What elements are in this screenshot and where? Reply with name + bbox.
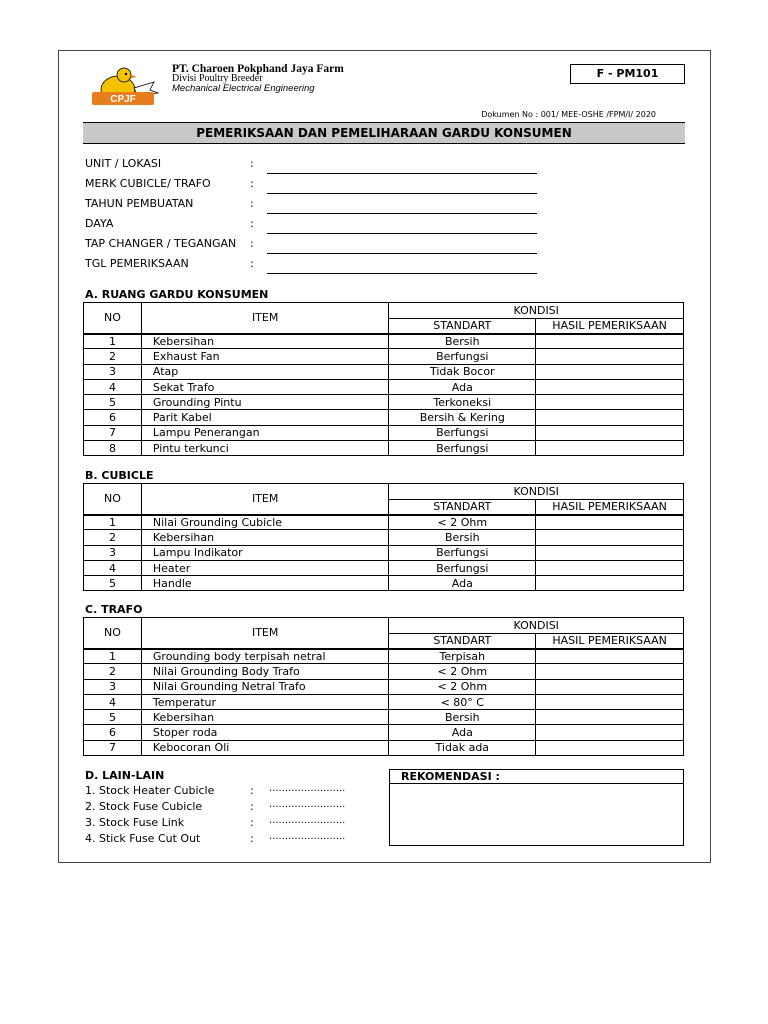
row-hasil-input[interactable] [536,740,684,755]
header-item: ITEM [141,484,389,515]
table-row [84,530,684,545]
row-item: Nilai Grounding Netral Trafo [141,679,389,694]
row-item: Kebersihan [141,530,389,545]
row-standart: < 2 Ohm [389,515,536,530]
field-input-line[interactable] [267,213,537,214]
section-title: B. CUBICLE [85,469,154,482]
field-label: TAP CHANGER / TEGANGAN [85,237,237,250]
lain-colon: : [250,800,254,813]
row-no: 8 [84,441,142,456]
table-row [84,560,684,575]
row-no: 3 [84,679,142,694]
row-no: 1 [84,515,142,530]
row-standart: Terpisah [389,649,536,664]
row-no: 1 [84,334,142,349]
row-item: Handle [141,576,389,591]
table-row [84,664,684,679]
header-no: NO [84,618,142,649]
row-hasil-input[interactable] [536,515,684,530]
table-row [84,725,684,740]
field-colon: : [250,217,254,230]
row-item: Heater [141,560,389,575]
lain-blank[interactable]: ........................ [269,783,346,794]
row-no: 6 [84,410,142,425]
row-item: Lampu Indikator [141,545,389,560]
field-label: DAYA [85,217,114,230]
table-row [84,740,684,755]
table-row [84,410,684,425]
row-hasil-input[interactable] [536,410,684,425]
header-hasil: HASIL PEMERIKSAAN [536,318,684,334]
row-no: 3 [84,545,142,560]
row-item: Grounding Pintu [141,395,389,410]
table-row [84,710,684,725]
table-row [84,694,684,709]
row-item: Nilai Grounding Body Trafo [141,664,389,679]
row-item: Kebersihan [141,710,389,725]
row-hasil-input[interactable] [536,395,684,410]
row-standart: Bersih & Kering [389,410,536,425]
form-code: F - PM101 [570,64,685,84]
field-colon: : [250,197,254,210]
row-hasil-input[interactable] [536,710,684,725]
department-name: Mechanical Electrical Engineering [172,83,315,94]
row-hasil-input[interactable] [536,349,684,364]
lain-blank[interactable]: ........................ [269,815,346,826]
row-no: 4 [84,694,142,709]
company-logo [88,60,168,108]
row-no: 3 [84,364,142,379]
row-no: 2 [84,349,142,364]
row-standart: Berfungsi [389,560,536,575]
row-hasil-input[interactable] [536,725,684,740]
header-kondisi: KONDISI [389,484,684,500]
table-row [84,395,684,410]
field-colon: : [250,257,254,270]
field-input-line[interactable] [267,173,537,174]
row-no: 4 [84,379,142,394]
header-standart: STANDART [389,318,536,334]
lain-blank[interactable]: ........................ [269,799,346,810]
row-standart: Bersih [389,334,536,349]
table-row [84,679,684,694]
recommendation-box[interactable] [389,769,684,846]
field-label: TAHUN PEMBUATAN [85,197,194,210]
header-standart: STANDART [389,499,536,515]
row-no: 5 [84,710,142,725]
row-no: 2 [84,664,142,679]
row-item: Pintu terkunci [141,441,389,456]
row-standart: Ada [389,576,536,591]
field-label: MERK CUBICLE/ TRAFO [85,177,211,190]
row-item: Parit Kabel [141,410,389,425]
lain-colon: : [250,816,254,829]
row-item: Temperatur [141,694,389,709]
field-colon: : [250,177,254,190]
table-row [84,364,684,379]
row-standart: < 2 Ohm [389,664,536,679]
row-no: 5 [84,395,142,410]
row-item: Lampu Penerangan [141,425,389,440]
row-no: 7 [84,425,142,440]
row-standart: < 80° C [389,694,536,709]
row-item: Sekat Trafo [141,379,389,394]
row-hasil-input[interactable] [536,664,684,679]
document-number: Dokumen No : 001/ MEE-OSHE /FPM/I/ 2020 [481,110,656,119]
header-no: NO [84,303,142,334]
company-name: PT. Charoen Pokphand Jaya Farm [172,63,344,75]
header-hasil: HASIL PEMERIKSAAN [536,633,684,649]
row-item: Kebocoran Oli [141,740,389,755]
row-hasil-input[interactable] [536,334,684,349]
row-item: Kebersihan [141,334,389,349]
row-standart: Tidak ada [389,740,536,755]
header-item: ITEM [141,618,389,649]
table-row [84,545,684,560]
row-hasil-input[interactable] [536,425,684,440]
row-item: Stoper roda [141,725,389,740]
row-standart: Tidak Bocor [389,364,536,379]
row-hasil-input[interactable] [536,530,684,545]
recommendation-label: REKOMENDASI : [390,770,683,784]
lain-item-label: 4. Stick Fuse Cut Out [85,832,201,845]
table-row [84,515,684,530]
section-title: C. TRAFO [85,603,143,616]
field-input-line[interactable] [267,193,537,194]
table-row [84,576,684,591]
inspection-table [83,302,684,456]
table-row [84,379,684,394]
inspection-table [83,483,684,591]
header-kondisi: KONDISI [389,618,684,634]
lain-colon: : [250,832,254,845]
field-colon: : [250,237,254,250]
field-input-line[interactable] [267,233,537,234]
row-item: Grounding body terpisah netral [141,649,389,664]
row-no: 7 [84,740,142,755]
field-label: TGL PEMERIKSAAN [85,257,189,270]
row-no: 5 [84,576,142,591]
svg-text:CPJF: CPJF [110,94,136,105]
row-standart: Berfungsi [389,349,536,364]
field-input-line[interactable] [267,273,537,274]
row-hasil-input[interactable] [536,649,684,664]
lain-colon: : [250,784,254,797]
row-hasil-input[interactable] [536,576,684,591]
row-standart: Terkoneksi [389,395,536,410]
table-row [84,425,684,440]
row-hasil-input[interactable] [536,694,684,709]
row-no: 2 [84,530,142,545]
row-hasil-input[interactable] [536,545,684,560]
lain-blank[interactable]: ........................ [269,831,346,842]
row-standart: Berfungsi [389,425,536,440]
inspection-table [83,617,684,756]
row-item: Exhaust Fan [141,349,389,364]
row-hasil-input[interactable] [536,560,684,575]
lain-item-label: 1. Stock Heater Cubicle [85,784,215,797]
field-label: UNIT / LOKASI [85,157,162,170]
table-row [84,441,684,456]
section-title: A. RUANG GARDU KONSUMEN [85,288,269,301]
header-kondisi: KONDISI [389,303,684,319]
row-standart: Ada [389,725,536,740]
header-standart: STANDART [389,633,536,649]
row-standart: < 2 Ohm [389,679,536,694]
row-no: 4 [84,560,142,575]
page-title: PEMERIKSAAN DAN PEMELIHARAAN GARDU KONSUMEN [83,122,685,144]
table-row [84,649,684,664]
field-colon: : [250,157,254,170]
row-hasil-input[interactable] [536,364,684,379]
header-hasil: HASIL PEMERIKSAAN [536,499,684,515]
header-item: ITEM [141,303,389,334]
table-row [84,334,684,349]
row-hasil-input[interactable] [536,679,684,694]
field-input-line[interactable] [267,253,537,254]
row-standart: Ada [389,379,536,394]
row-item: Nilai Grounding Cubicle [141,515,389,530]
row-item: Atap [141,364,389,379]
lain-item-label: 2. Stock Fuse Cubicle [85,800,203,813]
row-hasil-input[interactable] [536,441,684,456]
row-standart: Bersih [389,530,536,545]
header-no: NO [84,484,142,515]
row-no: 1 [84,649,142,664]
row-standart: Berfungsi [389,441,536,456]
table-row [84,349,684,364]
section-title-lain: D. LAIN-LAIN [85,769,165,782]
row-hasil-input[interactable] [536,379,684,394]
lain-item-label: 3. Stock Fuse Link [85,816,185,829]
row-standart: Bersih [389,710,536,725]
row-standart: Berfungsi [389,545,536,560]
division-name: Divisi Poultry Breeder [172,73,263,84]
row-no: 6 [84,725,142,740]
